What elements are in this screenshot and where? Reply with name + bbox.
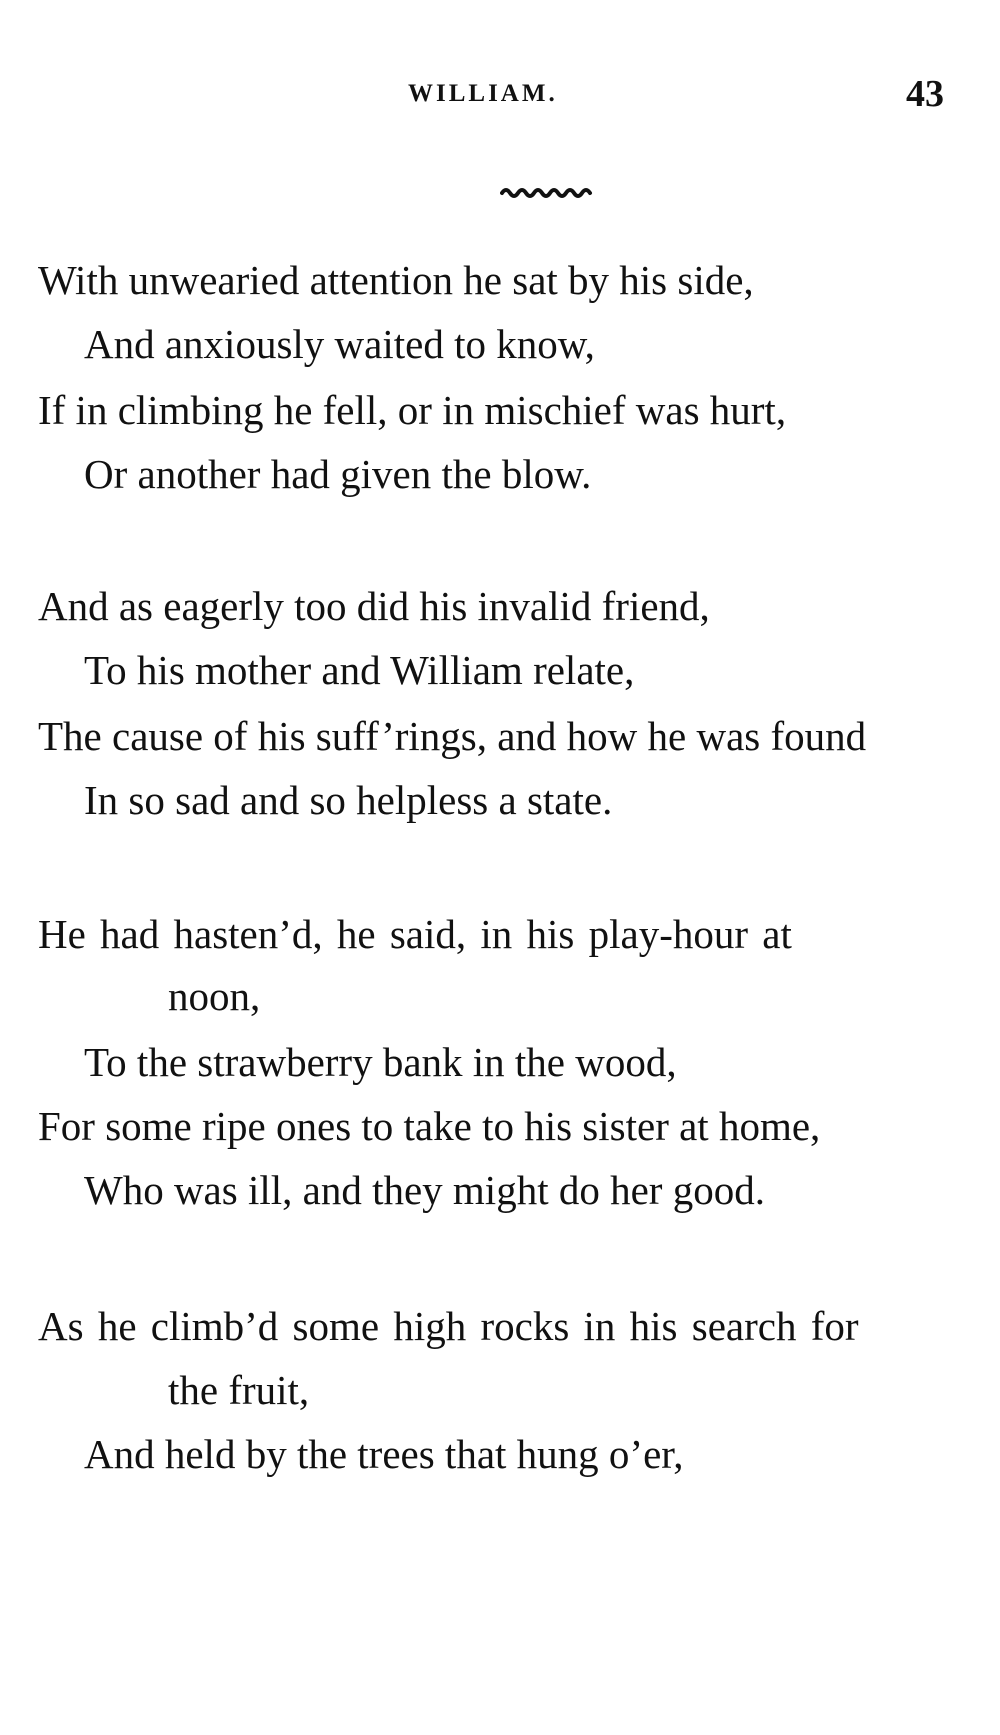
verse-line: He had hasten’d, he said, in his play-hour at xyxy=(38,911,792,957)
page-number: 43 xyxy=(906,73,944,115)
verse-line: With unwearied attention he sat by his side, xyxy=(38,257,754,303)
wavy-rule-ornament-icon xyxy=(500,186,600,200)
verse-line: Or another had given the blow. xyxy=(84,451,592,497)
verse-line: As he climb’d some high rocks in his search for xyxy=(38,1303,859,1349)
verse-line: To the strawberry bank in the wood, xyxy=(84,1039,677,1085)
verse-line: The cause of his suff’rings, and how he was found xyxy=(38,713,867,759)
running-title: WILLIAM. xyxy=(408,80,558,107)
verse-line: If in climbing he fell, or in mischief was hurt, xyxy=(38,387,787,433)
verse-line: To his mother and William relate, xyxy=(84,647,635,693)
verse-line: In so sad and so helpless a state. xyxy=(84,777,613,823)
verse-line-continuation: noon, xyxy=(168,973,261,1019)
running-head xyxy=(0,73,1000,120)
verse-line: And as eagerly too did his invalid friend, xyxy=(38,583,710,629)
verse-line: And held by the trees that hung o’er, xyxy=(84,1431,684,1477)
verse-line: For some ripe ones to take to his sister at home, xyxy=(38,1103,821,1149)
verse-line-continuation: the fruit, xyxy=(168,1367,310,1413)
verse-line: And anxiously waited to know, xyxy=(84,321,595,367)
verse-line: Who was ill, and they might do her good. xyxy=(84,1167,765,1213)
